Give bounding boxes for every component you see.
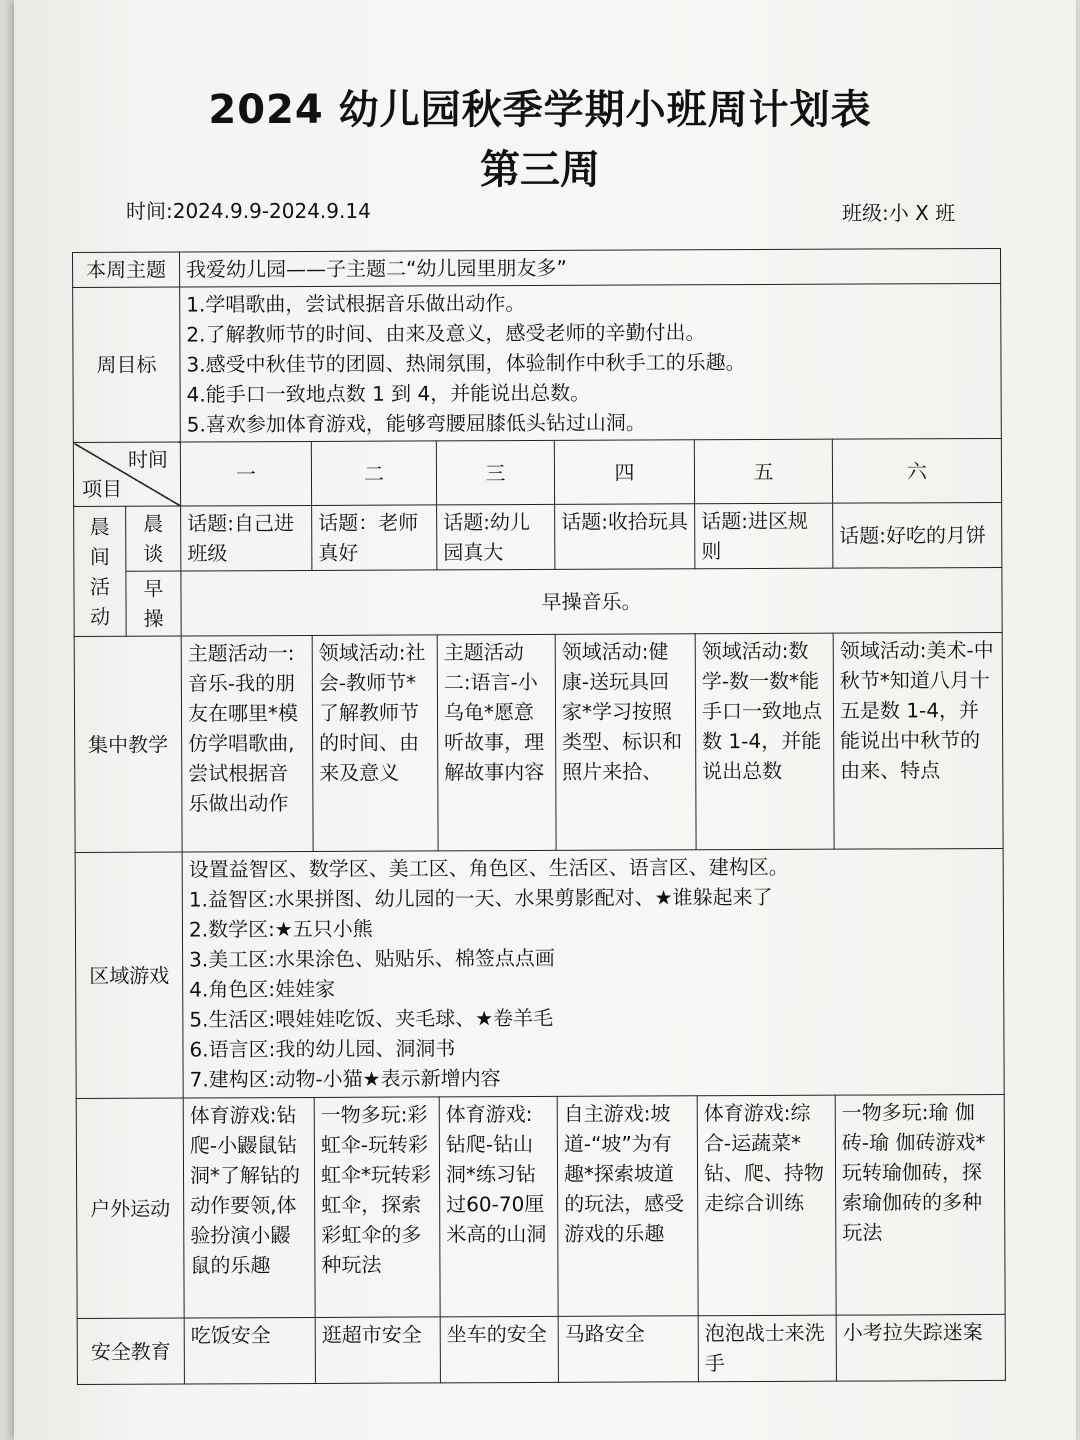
area-item: 3.美工区:水果涂色、贴贴乐、棉签点点画 [189,945,555,972]
day-header: 二 [311,441,436,506]
area-item: 1.益智区:水果拼图、幼儿园的一天、水果剪影配对、★谁躲起来了 [188,884,773,912]
morning-exercise-label: 早 操 [126,571,181,636]
safety-cell: 马路安全 [558,1316,698,1383]
goal-item: 1.学唱歌曲，尝试根据音乐做出动作。 [186,291,526,317]
page-title: 2024 幼儿园秋季学期小班周计划表 [208,87,872,133]
morning-talk-cell: 话题:进区规则 [695,503,833,569]
outdoor-cell: 一物多玩:彩虹伞-玩转彩虹伞*玩转彩虹伞，探索彩虹伞的多种玩法 [314,1097,440,1318]
goal-item: 4.能手口一致地点数 1 到 4，并能说出总数。 [186,380,591,407]
teaching-cell: 领域活动:社会-教师节*了解教师节的时间、由来及意义 [312,635,438,852]
area-item: 设置益智区、数学区、美工区、角色区、生活区、语言区、建构区。 [188,854,789,882]
morning-talk-cell: 话题:收拾玩具 [555,504,695,570]
area-item: 4.角色区:娃娃家 [189,976,336,1002]
class-name: 班级:小 X 班 [842,201,956,225]
day-header: 六 [832,438,1001,503]
morning-talk-row [74,502,1002,571]
teaching-label: 集中教学 [74,636,182,852]
area-games-label: 区域游戏 [75,852,183,1098]
day-header: 五 [694,439,832,504]
date-range: 时间:2024.9.9-2024.9.14 [126,199,371,223]
safety-row [77,1314,1005,1384]
weekly-plan-table [72,248,1006,1385]
theme-row [73,248,1001,287]
day-header-row [73,438,1001,506]
outdoor-row [76,1094,1005,1318]
teaching-cell: 主题活动二:语言-小乌龟*愿意听故事，理解故事内容 [437,634,556,851]
goals-row [73,283,1002,442]
area-games-row [75,848,1004,1098]
morning-activity-label: 晨 间 活 动 [74,506,127,636]
safety-cell: 坐车的安全 [440,1316,558,1383]
morning-exercise-value: 早操音乐。 [181,567,1002,636]
teaching-cell: 主题活动一:音乐-我的朋友在哪里*模仿学唱歌曲,尝试根据音乐做出动作 [181,635,313,852]
morning-talk-cell: 话题:自己进班级 [181,505,312,571]
outdoor-cell: 一物多玩:瑜 伽砖-瑜 伽砖游戏*玩转瑜伽砖，探索瑜伽砖的多种玩法 [835,1094,1005,1315]
safety-label: 安全教育 [77,1318,184,1384]
morning-talk-label: 晨 谈 [126,506,181,571]
goal-item: 2.了解教师节的时间、由来及意义，感受老师的辛勤付出。 [186,320,706,347]
outdoor-cell: 体育游戏:综合-运蔬菜*钻、爬、持物走综合训练 [697,1095,836,1316]
goal-item: 5.喜欢参加体育游戏，能够弯腰屈膝低头钻过山洞。 [186,410,646,437]
goals-list [180,283,1002,442]
safety-cell: 泡泡战士来洗手 [698,1315,836,1382]
time-header: 时间 [127,447,168,472]
area-item: 7.建构区:动物-小猫★表示新增内容 [189,1066,501,1092]
outdoor-cell: 自主游戏:坡道-“坡”为有趣*探索坡道的玩法，感受游戏的乐趣 [557,1096,698,1317]
morning-talk-cell: 话题:幼儿园真大 [437,504,555,570]
area-item: 5.生活区:喂娃娃吃饭、夹毛球、★卷羊毛 [189,1005,554,1032]
safety-cell: 小考拉失踪迷案 [836,1314,1005,1381]
week-title: 第三周 [480,147,600,193]
day-header: 四 [554,440,694,505]
teaching-row [74,632,1003,852]
outdoor-cell: 体育游戏:钻爬-小鼹鼠钻洞*了解钻的动作要领,体验扮演小鼹鼠的乐趣 [183,1097,315,1318]
goals-label: 周目标 [73,287,181,442]
safety-cell: 逛超市安全 [315,1317,440,1384]
day-header: 三 [436,440,554,505]
teaching-cell: 领域活动:健康-送玩具回家*学习按照类型、标识和照片来拾、 [555,634,696,851]
morning-exercise-row [74,567,1002,636]
teaching-cell: 领域活动:美术-中秋节*知道八月十五是数 1-4，并能说出中秋节的由来、特点 [833,632,1003,849]
area-games-list [182,848,1004,1098]
goal-item: 3.感受中秋佳节的团圆、热闹氛围，体验制作中秋手工的乐趣。 [186,350,746,377]
day-header: 一 [180,441,311,506]
morning-talk-cell: 话题:好吃的月饼 [833,502,1002,568]
outdoor-cell: 体育游戏:钻爬-钻山洞*练习钻过60-70厘米高的山洞 [439,1096,558,1317]
teaching-cell: 领域活动:数学-数一数*能手口一致地点数 1-4，并能说出总数 [695,633,834,850]
morning-talk-cell: 话题：老师真好 [312,505,437,571]
diagonal-header-cell [73,442,180,506]
area-item: 6.语言区:我的幼儿园、洞洞书 [189,1036,456,1062]
theme-value: 我爱幼儿园——子主题二“幼儿园里朋友多” [180,248,1001,287]
safety-cell: 吃饭安全 [184,1317,315,1384]
outdoor-label: 户外运动 [76,1098,184,1318]
item-header: 项目 [81,476,123,501]
area-item: 2.数学区:★五只小熊 [188,916,373,942]
theme-label: 本周主题 [73,252,180,287]
